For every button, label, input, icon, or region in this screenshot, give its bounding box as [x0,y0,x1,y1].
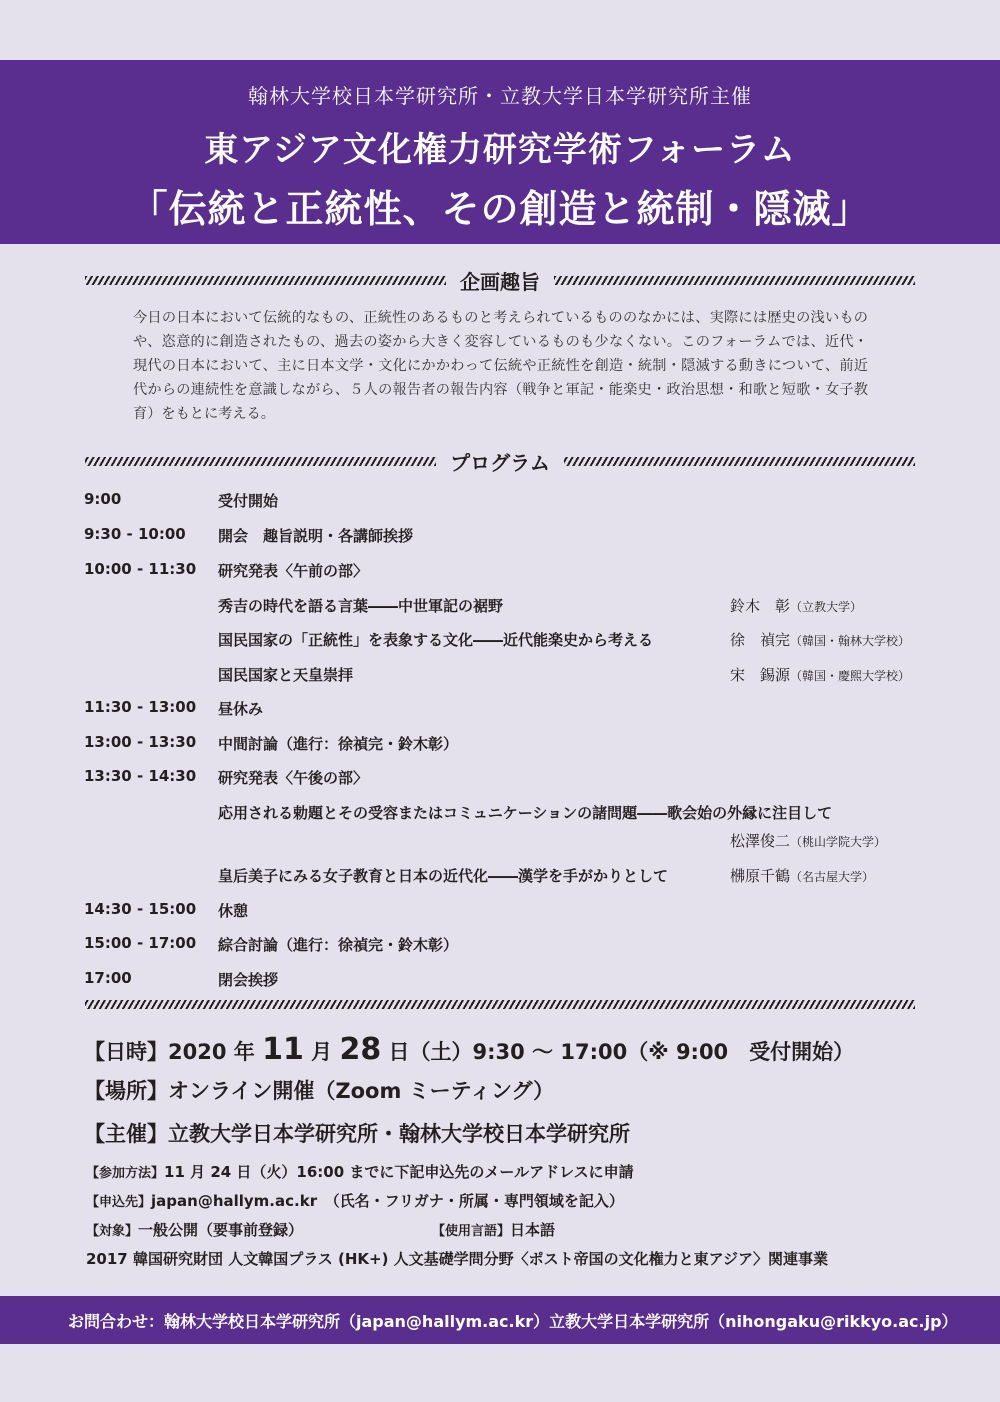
speaker-affiliation: （韓国・慶熙大学校） [790,669,911,683]
program-time: 10:00 - 11:30 [84,560,197,578]
program-time: 11:30 - 13:00 [84,698,197,716]
talk-speaker [730,664,910,685]
event-organizer: 【主催】立教大学日本学研究所・翰林大学校日本学研究所 [84,1122,630,1146]
date-month-unit: 月 [303,1040,340,1064]
speaker-affiliation: （桃山学院大学） [790,835,887,849]
join-label: 【参加方法】 [86,1166,165,1181]
speaker-name: 鈴木 彰 [730,597,791,615]
event-place: 【場所】オンライン開催（Zoom ミーティング） [84,1079,555,1103]
header-band [0,60,1000,244]
purpose-heading-bar [85,265,915,295]
talk-title: 秀吉の時代を語る言葉――中世軍記の裾野 [218,597,504,615]
title-line-2: 「伝統と正統性、その創造と統制・隠滅」 [129,187,871,231]
program-heading: プログラム [450,450,550,475]
join-text: 11 月 24 日（火）16:00 までに下記申込先のメールアドレスに申請 [164,1163,634,1181]
apply-to [86,1190,624,1211]
title-line-1: 東アジア文化権力研究学術フォーラム [204,130,796,170]
zigzag-divider-left [85,276,446,285]
program-row [84,969,924,993]
target-text: 一般公開（要事前登録） [138,1221,304,1239]
language-label: 【使用言語】 [432,1224,511,1239]
date-time: 日（土）9:30 ～ 17:00（※ 9:00 受付開始） [381,1040,855,1064]
apply-text: japan@hallym.ac.kr （氏名・フリガナ・所属・専門領域を記入） [151,1192,624,1210]
program-row [84,525,924,549]
program-desc: 研究発表〈午後の部〉 [218,769,369,787]
date-label: 【日時】 [84,1040,168,1064]
program-time: 9:30 - 10:00 [84,525,186,543]
program-time: 13:00 - 13:30 [84,733,197,751]
program-row [84,698,924,722]
program-time: 15:00 - 17:00 [84,934,197,952]
talk-speaker [730,865,874,886]
program-time: 9:00 [84,490,122,508]
program-row [84,733,924,757]
speaker-name: 松澤俊二 [730,832,791,850]
footer-band [0,1296,1000,1344]
purpose-heading: 企画趣旨 [460,269,540,294]
talk-title: 国民国家の「正統性」を表象する文化――近代能楽史から考える [218,631,654,649]
program-desc: 研究発表〈午前の部〉 [218,562,369,580]
speaker-affiliation: （韓国・翰林大学校） [790,634,911,648]
speaker-name: 梻原千鶴 [730,867,791,885]
event-date [84,1032,854,1067]
speaker-name: 徐 禎完 [730,631,791,649]
target-audience [86,1219,303,1240]
apply-label: 【申込先】 [86,1195,152,1210]
purpose-text: 今日の日本において伝統的なもの、正統性のあるものと考えられているもののなかには、実際には歴史の浅いものや、恣意的に創造されたもの、過去の姿から大きく変容しているものも少なくない。このフォーラムでは、近代・現代の日本において、主に日本文学・文化にかかわって伝統や正統性を創造・統制・隠滅する動きについて、前近代からの連続性を意識しながら、５人の報告者の報告内容（戦争と軍記・能楽史・政治思想・和歌と短歌・女子教育）をもとに考える。 [133,310,868,422]
talk-title: 国民国家と天皇崇拝 [218,666,354,684]
talk-speaker [730,595,862,616]
zigzag-divider [85,1000,915,1009]
project-note: 2017 韓国研究財団 人文韓国プラス (HK+) 人文基礎学問分野〈ポスト帝国の文化権力と東アジア〉関連事業 [86,1250,829,1268]
program-desc: 綜合討論（進行：徐禎完・鈴木彰） [218,936,459,954]
speaker-affiliation: （立教大学） [790,600,863,614]
program-desc: 中間討論（進行：徐禎完・鈴木彰） [218,735,459,753]
program-row [84,900,924,924]
program-desc: 受付開始 [218,492,279,510]
program-desc: 開会 趣旨説明・各講師挨拶 [218,527,414,545]
program-desc: 閉会挨拶 [218,971,279,989]
program-desc: 休憩 [218,902,249,920]
speaker-affiliation: （名古屋大学） [790,870,875,884]
target-label: 【対象】 [86,1224,139,1239]
speaker-name: 宋 錫源 [730,666,791,684]
date-month: 11 [262,1032,304,1067]
zigzag-divider-right [564,457,915,466]
join-method [86,1161,634,1182]
language-text: 日本語 [510,1221,556,1239]
zigzag-divider-right [554,276,915,285]
talk-title: 皇后美子にみる女子教育と日本の近代化――漢学を手がかりとして [218,867,669,885]
zigzag-divider-left [85,457,436,466]
host-line: 翰林大学校日本学研究所・立教大学日本学研究所主催 [248,84,752,108]
program-time: 14:30 - 15:00 [84,900,197,918]
date-year: 2020 年 [168,1040,263,1064]
contact-info: お問合わせ：翰林大学校日本学研究所（japan@hallym.ac.kr）立教大学日本学研究所（nihongaku@rikkyo.ac.jp） [68,1312,958,1331]
talk-speaker [730,830,886,851]
program-time: 17:00 [84,969,132,987]
program-row [84,560,924,584]
talk-speaker [730,629,910,650]
language [432,1219,555,1240]
program-row [84,767,924,791]
program-heading-bar [85,446,915,476]
program-desc: 昼休み [218,700,264,718]
program-row [84,490,924,514]
program-time: 13:30 - 14:30 [84,767,197,785]
talk-title: 応用される勅題とその受容またはコミュニケーションの諸問題――歌会始の外縁に注目して [218,804,833,822]
date-day: 28 [339,1032,382,1067]
program-row [84,934,924,958]
